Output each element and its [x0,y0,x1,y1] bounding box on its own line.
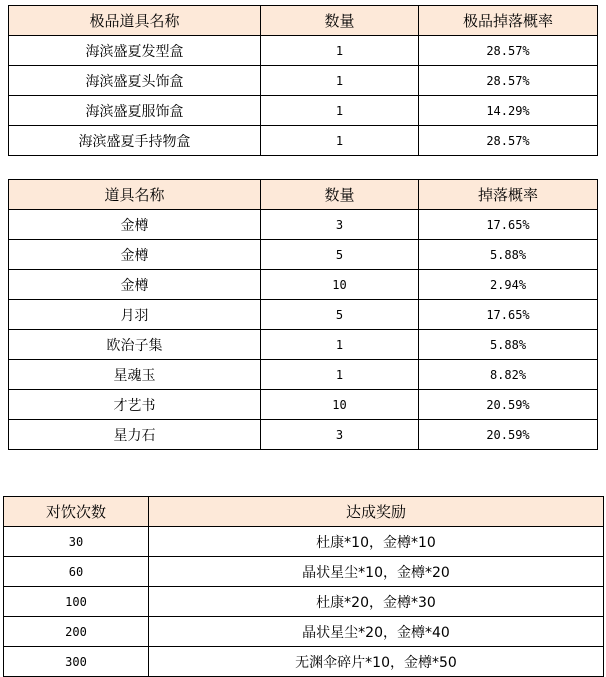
table-cell: 1 [261,36,419,66]
column-header: 达成奖励 [149,497,604,527]
table-cell: 200 [4,617,149,647]
table-cell: 海滨盛夏头饰盒 [9,66,261,96]
table-row [9,420,598,450]
table-cell: 5.88% [419,240,598,270]
column-header: 极品掉落概率 [419,6,598,36]
table-cell: 才艺书 [9,390,261,420]
table-cell: 3 [261,210,419,240]
table-row [9,126,598,156]
table-cell: 海滨盛夏发型盒 [9,36,261,66]
table-cell: 星魂玉 [9,360,261,390]
table-row [9,270,598,300]
table-cell: 海滨盛夏服饰盒 [9,96,261,126]
table-header-row [9,6,598,36]
table-cell: 17.65% [419,210,598,240]
table-row [4,617,604,647]
table-cell: 20.59% [419,390,598,420]
table-cell: 1 [261,330,419,360]
table-cell: 杜康*20，金樽*30 [149,587,604,617]
table-cell: 5 [261,240,419,270]
table-cell: 月羽 [9,300,261,330]
table-cell: 8.82% [419,360,598,390]
table-cell: 金樽 [9,270,261,300]
column-header: 对饮次数 [4,497,149,527]
table-cell: 杜康*10，金樽*10 [149,527,604,557]
table-cell: 3 [261,420,419,450]
table-row [4,527,604,557]
column-header: 数量 [261,6,419,36]
column-header: 数量 [261,180,419,210]
table-row [9,240,598,270]
table-row [9,96,598,126]
table-cell: 欧治子集 [9,330,261,360]
premium-drop-table [8,5,598,156]
table-cell: 海滨盛夏手持物盒 [9,126,261,156]
table-row [9,210,598,240]
table-row [9,36,598,66]
table-cell: 60 [4,557,149,587]
table-cell: 14.29% [419,96,598,126]
table-cell: 1 [261,126,419,156]
table-row [4,557,604,587]
table-row [9,330,598,360]
table-cell: 无渊伞碎片*10，金樽*50 [149,647,604,677]
table-cell: 1 [261,66,419,96]
table-cell: 1 [261,360,419,390]
table-cell: 晶状星尘*10，金樽*20 [149,557,604,587]
table-row [9,360,598,390]
table-cell: 1 [261,96,419,126]
table-cell: 2.94% [419,270,598,300]
table-cell: 28.57% [419,126,598,156]
table-cell: 100 [4,587,149,617]
table-row [9,66,598,96]
table-cell: 星力石 [9,420,261,450]
table-cell: 17.65% [419,300,598,330]
table-cell: 5.88% [419,330,598,360]
table-header-row [9,180,598,210]
table-cell: 5 [261,300,419,330]
table-cell: 300 [4,647,149,677]
table-cell: 金樽 [9,240,261,270]
table-cell: 30 [4,527,149,557]
table-row [4,647,604,677]
table-cell: 金樽 [9,210,261,240]
table-header-row [4,497,604,527]
table-row [4,587,604,617]
table-cell: 28.57% [419,66,598,96]
column-header: 极品道具名称 [9,6,261,36]
table-row [9,300,598,330]
table-row [9,390,598,420]
table-cell: 10 [261,270,419,300]
table-cell: 20.59% [419,420,598,450]
table-cell: 晶状星尘*20，金樽*40 [149,617,604,647]
table-cell: 10 [261,390,419,420]
column-header: 掉落概率 [419,180,598,210]
column-header: 道具名称 [9,180,261,210]
table-cell: 28.57% [419,36,598,66]
drinking-reward-table [3,496,604,677]
item-drop-table [8,179,598,450]
